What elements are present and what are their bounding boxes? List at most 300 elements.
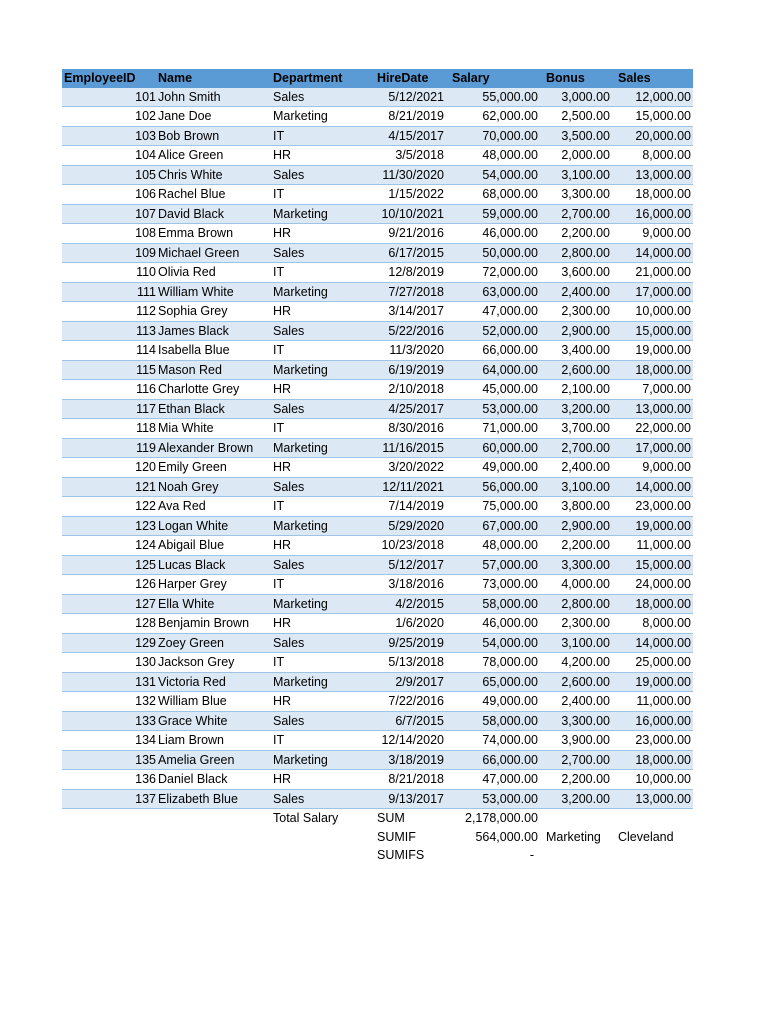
cell-bonus[interactable]: 2,200.00 <box>540 770 612 790</box>
cell-bonus[interactable]: 3,300.00 <box>540 555 612 575</box>
cell-department[interactable]: Sales <box>271 243 368 263</box>
summary-section <box>62 809 693 865</box>
cell-salary[interactable]: 58,000.00 <box>446 711 540 731</box>
cell-sales[interactable]: 11,000.00 <box>612 536 693 556</box>
cell-sales[interactable]: 8,000.00 <box>612 614 693 634</box>
cell-name[interactable]: Ella White <box>157 594 271 614</box>
table-row <box>62 263 693 283</box>
cell-name[interactable]: Victoria Red <box>157 672 271 692</box>
table-row <box>62 204 693 224</box>
table-row <box>62 536 693 556</box>
cell-department[interactable]: Marketing <box>271 282 368 302</box>
cell-department[interactable]: Sales <box>271 399 368 419</box>
table-row <box>62 770 693 790</box>
cell-name[interactable]: Zoey Green <box>157 633 271 653</box>
table-row <box>62 750 693 770</box>
table-row <box>62 107 693 127</box>
cell-department[interactable]: IT <box>271 731 368 751</box>
cell-hiredate[interactable]: 3/18/2016 <box>368 575 446 595</box>
cell-sales[interactable]: 8,000.00 <box>612 146 693 166</box>
cell-sales[interactable]: 17,000.00 <box>612 282 693 302</box>
cell-bonus[interactable]: 3,200.00 <box>540 789 612 809</box>
cell-salary[interactable]: 62,000.00 <box>446 107 540 127</box>
cell-name[interactable]: Charlotte Grey <box>157 380 271 400</box>
cell-sales[interactable]: 15,000.00 <box>612 321 693 341</box>
cell-salary[interactable]: 53,000.00 <box>446 399 540 419</box>
cell-bonus[interactable]: 3,100.00 <box>540 633 612 653</box>
cell-name[interactable]: Isabella Blue <box>157 341 271 361</box>
cell-salary[interactable]: 66,000.00 <box>446 750 540 770</box>
cell-salary[interactable]: 64,000.00 <box>446 360 540 380</box>
cell-hiredate[interactable]: 3/18/2019 <box>368 750 446 770</box>
table-row <box>62 711 693 731</box>
cell-bonus[interactable]: 2,400.00 <box>540 282 612 302</box>
table-row <box>62 614 693 634</box>
cell-salary[interactable]: 60,000.00 <box>446 438 540 458</box>
cell-name[interactable]: Bob Brown <box>157 126 271 146</box>
table-row <box>62 243 693 263</box>
cell-bonus[interactable]: 3,600.00 <box>540 263 612 283</box>
cell-sales[interactable]: 25,000.00 <box>612 653 693 673</box>
table-row <box>62 653 693 673</box>
cell-hiredate[interactable]: 1/15/2022 <box>368 185 446 205</box>
cell-employeeid[interactable]: 117 <box>62 399 157 419</box>
cell-sales[interactable]: 19,000.00 <box>612 672 693 692</box>
header-sales[interactable]: Sales <box>612 69 693 88</box>
cell-department[interactable]: Sales <box>271 633 368 653</box>
cell-department[interactable]: Marketing <box>271 594 368 614</box>
cell-sales[interactable]: 18,000.00 <box>612 360 693 380</box>
cell-name[interactable]: William White <box>157 282 271 302</box>
cell-name[interactable]: William Blue <box>157 692 271 712</box>
cell-bonus[interactable]: 3,300.00 <box>540 185 612 205</box>
cell-sales[interactable]: 16,000.00 <box>612 204 693 224</box>
cell-hiredate[interactable]: 9/21/2016 <box>368 224 446 244</box>
cell-hiredate[interactable]: 4/25/2017 <box>368 399 446 419</box>
cell-department[interactable]: Marketing <box>271 750 368 770</box>
table-row <box>62 458 693 478</box>
cell-employeeid[interactable]: 120 <box>62 458 157 478</box>
cell-name[interactable]: Daniel Black <box>157 770 271 790</box>
cell-salary[interactable]: 49,000.00 <box>446 692 540 712</box>
cell-department[interactable]: Sales <box>271 165 368 185</box>
table-row <box>62 692 693 712</box>
cell-hiredate[interactable]: 8/21/2018 <box>368 770 446 790</box>
sumif-value[interactable]: 564,000.00 <box>446 828 540 847</box>
cell-name[interactable]: Michael Green <box>157 243 271 263</box>
cell-employeeid[interactable]: 127 <box>62 594 157 614</box>
cell-sales[interactable]: 10,000.00 <box>612 302 693 322</box>
cell-hiredate[interactable]: 6/17/2015 <box>368 243 446 263</box>
cell-department[interactable]: Sales <box>271 789 368 809</box>
cell-sales[interactable]: 18,000.00 <box>612 594 693 614</box>
cell-hiredate[interactable]: 7/14/2019 <box>368 497 446 517</box>
header-name[interactable]: Name <box>157 69 271 88</box>
cell-hiredate[interactable]: 5/13/2018 <box>368 653 446 673</box>
cell-salary[interactable]: 63,000.00 <box>446 282 540 302</box>
cell-sales[interactable]: 15,000.00 <box>612 107 693 127</box>
cell-sales[interactable]: 18,000.00 <box>612 185 693 205</box>
cell-employeeid[interactable]: 132 <box>62 692 157 712</box>
cell-hiredate[interactable]: 2/9/2017 <box>368 672 446 692</box>
cell-hiredate[interactable]: 5/29/2020 <box>368 516 446 536</box>
cell-employeeid[interactable]: 113 <box>62 321 157 341</box>
cell-department[interactable]: IT <box>271 341 368 361</box>
cell-bonus[interactable]: 2,300.00 <box>540 302 612 322</box>
table-row <box>62 88 693 107</box>
cell-employeeid[interactable]: 128 <box>62 614 157 634</box>
cell-department[interactable]: HR <box>271 458 368 478</box>
cell-department[interactable]: IT <box>271 653 368 673</box>
cell-sales[interactable]: 17,000.00 <box>612 438 693 458</box>
table-row <box>62 341 693 361</box>
cell-name[interactable]: Lucas Black <box>157 555 271 575</box>
cell-sales[interactable]: 23,000.00 <box>612 497 693 517</box>
cell-salary[interactable]: 47,000.00 <box>446 302 540 322</box>
cell-department[interactable]: Marketing <box>271 516 368 536</box>
cell-sales[interactable]: 14,000.00 <box>612 633 693 653</box>
cell-name[interactable]: Chris White <box>157 165 271 185</box>
cell-hiredate[interactable]: 4/15/2017 <box>368 126 446 146</box>
cell-salary[interactable]: 48,000.00 <box>446 536 540 556</box>
cell-hiredate[interactable]: 4/2/2015 <box>368 594 446 614</box>
cell-hiredate[interactable]: 7/27/2018 <box>368 282 446 302</box>
cell-name[interactable]: Olivia Red <box>157 263 271 283</box>
cell-name[interactable]: Ethan Black <box>157 399 271 419</box>
cell-salary[interactable]: 71,000.00 <box>446 419 540 439</box>
cell-employeeid[interactable]: 137 <box>62 789 157 809</box>
cell-salary[interactable]: 68,000.00 <box>446 185 540 205</box>
cell-employeeid[interactable]: 110 <box>62 263 157 283</box>
cell-sales[interactable]: 7,000.00 <box>612 380 693 400</box>
cell-department[interactable]: HR <box>271 224 368 244</box>
cell-employeeid[interactable]: 103 <box>62 126 157 146</box>
cell-name[interactable]: Logan White <box>157 516 271 536</box>
cell-salary[interactable]: 56,000.00 <box>446 477 540 497</box>
cell-hiredate[interactable]: 6/7/2015 <box>368 711 446 731</box>
cell-employeeid[interactable]: 106 <box>62 185 157 205</box>
cell-hiredate[interactable]: 3/20/2022 <box>368 458 446 478</box>
cell-department[interactable]: Sales <box>271 555 368 575</box>
cell-department[interactable]: Marketing <box>271 204 368 224</box>
cell-name[interactable]: Amelia Green <box>157 750 271 770</box>
cell-employeeid[interactable]: 124 <box>62 536 157 556</box>
cell-sales[interactable]: 9,000.00 <box>612 224 693 244</box>
total-salary-label: Total Salary <box>271 809 368 828</box>
cell-department[interactable]: IT <box>271 575 368 595</box>
cell-hiredate[interactable]: 8/30/2016 <box>368 419 446 439</box>
cell-hiredate[interactable]: 12/14/2020 <box>368 731 446 751</box>
cell-employeeid[interactable]: 107 <box>62 204 157 224</box>
cell-salary[interactable]: 59,000.00 <box>446 204 540 224</box>
sumifs-value[interactable]: - <box>446 846 540 865</box>
cell-employeeid[interactable]: 112 <box>62 302 157 322</box>
cell-sales[interactable]: 22,000.00 <box>612 419 693 439</box>
cell-sales[interactable]: 14,000.00 <box>612 477 693 497</box>
cell-department[interactable]: IT <box>271 126 368 146</box>
cell-bonus[interactable]: 3,800.00 <box>540 497 612 517</box>
cell-sales[interactable]: 13,000.00 <box>612 789 693 809</box>
table-row <box>62 380 693 400</box>
cell-name[interactable]: David Black <box>157 204 271 224</box>
cell-employeeid[interactable]: 136 <box>62 770 157 790</box>
cell-bonus[interactable]: 3,100.00 <box>540 165 612 185</box>
cell-employeeid[interactable]: 114 <box>62 341 157 361</box>
cell-salary[interactable]: 70,000.00 <box>446 126 540 146</box>
cell-sales[interactable]: 16,000.00 <box>612 711 693 731</box>
cell-sales[interactable]: 10,000.00 <box>612 770 693 790</box>
cell-salary[interactable]: 49,000.00 <box>446 458 540 478</box>
cell-bonus[interactable]: 3,300.00 <box>540 711 612 731</box>
cell-salary[interactable]: 48,000.00 <box>446 146 540 166</box>
cell-bonus[interactable]: 2,500.00 <box>540 107 612 127</box>
cell-salary[interactable]: 55,000.00 <box>446 88 540 107</box>
cell-department[interactable]: IT <box>271 185 368 205</box>
cell-department[interactable]: IT <box>271 419 368 439</box>
header-hiredate[interactable]: HireDate <box>368 69 446 88</box>
cell-hiredate[interactable]: 3/14/2017 <box>368 302 446 322</box>
table-row <box>62 633 693 653</box>
summary-row-sum <box>62 809 693 828</box>
cell-department[interactable]: Marketing <box>271 360 368 380</box>
cell-bonus[interactable]: 3,100.00 <box>540 477 612 497</box>
cell-employeeid[interactable]: 111 <box>62 282 157 302</box>
cell-employeeid[interactable]: 122 <box>62 497 157 517</box>
cell-hiredate[interactable]: 11/30/2020 <box>368 165 446 185</box>
cell-employeeid[interactable]: 135 <box>62 750 157 770</box>
cell-department[interactable]: IT <box>271 263 368 283</box>
cell-hiredate[interactable]: 1/6/2020 <box>368 614 446 634</box>
cell-hiredate[interactable]: 10/10/2021 <box>368 204 446 224</box>
cell-employeeid[interactable]: 129 <box>62 633 157 653</box>
cell-bonus[interactable]: 2,000.00 <box>540 146 612 166</box>
cell-sales[interactable]: 13,000.00 <box>612 399 693 419</box>
cell-hiredate[interactable]: 5/22/2016 <box>368 321 446 341</box>
cell-salary[interactable]: 46,000.00 <box>446 614 540 634</box>
cell-hiredate[interactable]: 10/23/2018 <box>368 536 446 556</box>
cell-employeeid[interactable]: 109 <box>62 243 157 263</box>
cell-name[interactable]: Benjamin Brown <box>157 614 271 634</box>
cell-bonus[interactable]: 2,200.00 <box>540 224 612 244</box>
cell-bonus[interactable]: 2,100.00 <box>540 380 612 400</box>
cell-bonus[interactable]: 2,400.00 <box>540 692 612 712</box>
cell-sales[interactable]: 23,000.00 <box>612 731 693 751</box>
cell-sales[interactable]: 19,000.00 <box>612 341 693 361</box>
cell-department[interactable]: HR <box>271 770 368 790</box>
cell-salary[interactable]: 75,000.00 <box>446 497 540 517</box>
cell-employeeid[interactable]: 115 <box>62 360 157 380</box>
cell-employeeid[interactable]: 105 <box>62 165 157 185</box>
cell-department[interactable]: HR <box>271 380 368 400</box>
cell-hiredate[interactable]: 11/16/2015 <box>368 438 446 458</box>
cell-sales[interactable]: 15,000.00 <box>612 555 693 575</box>
cell-employeeid[interactable]: 118 <box>62 419 157 439</box>
cell-name[interactable]: Elizabeth Blue <box>157 789 271 809</box>
cell-bonus[interactable]: 3,900.00 <box>540 731 612 751</box>
cell-employeeid[interactable]: 102 <box>62 107 157 127</box>
header-employeeid[interactable]: EmployeeID <box>62 69 157 88</box>
cell-department[interactable]: HR <box>271 692 368 712</box>
cell-sales[interactable]: 24,000.00 <box>612 575 693 595</box>
cell-name[interactable]: Rachel Blue <box>157 185 271 205</box>
sumif-criteria-department[interactable]: Marketing <box>540 828 612 847</box>
table-row <box>62 185 693 205</box>
cell-bonus[interactable]: 2,600.00 <box>540 672 612 692</box>
sum-value[interactable]: 2,178,000.00 <box>446 809 540 828</box>
cell-employeeid[interactable]: 126 <box>62 575 157 595</box>
cell-sales[interactable]: 20,000.00 <box>612 126 693 146</box>
cell-bonus[interactable]: 2,600.00 <box>540 360 612 380</box>
cell-salary[interactable]: 66,000.00 <box>446 341 540 361</box>
cell-department[interactable]: Marketing <box>271 107 368 127</box>
cell-bonus[interactable]: 2,200.00 <box>540 536 612 556</box>
cell-bonus[interactable]: 4,000.00 <box>540 575 612 595</box>
cell-sales[interactable]: 14,000.00 <box>612 243 693 263</box>
cell-employeeid[interactable]: 131 <box>62 672 157 692</box>
cell-department[interactable]: IT <box>271 497 368 517</box>
cell-name[interactable]: Ava Red <box>157 497 271 517</box>
table-row <box>62 731 693 751</box>
cell-salary[interactable]: 53,000.00 <box>446 789 540 809</box>
cell-department[interactable]: HR <box>271 614 368 634</box>
cell-salary[interactable]: 74,000.00 <box>446 731 540 751</box>
cell-department[interactable]: Sales <box>271 477 368 497</box>
cell-name[interactable]: Emma Brown <box>157 224 271 244</box>
cell-salary[interactable]: 54,000.00 <box>446 633 540 653</box>
sumif-criteria-city[interactable]: Cleveland <box>612 828 693 847</box>
cell-name[interactable]: Harper Grey <box>157 575 271 595</box>
cell-hiredate[interactable]: 3/5/2018 <box>368 146 446 166</box>
cell-bonus[interactable]: 3,500.00 <box>540 126 612 146</box>
table-row <box>62 789 693 809</box>
cell-employeeid[interactable]: 133 <box>62 711 157 731</box>
cell-bonus[interactable]: 4,200.00 <box>540 653 612 673</box>
cell-salary[interactable]: 73,000.00 <box>446 575 540 595</box>
cell-employeeid[interactable]: 125 <box>62 555 157 575</box>
table-row <box>62 672 693 692</box>
cell-employeeid[interactable]: 123 <box>62 516 157 536</box>
cell-department[interactable]: Sales <box>271 711 368 731</box>
cell-hiredate[interactable]: 7/22/2016 <box>368 692 446 712</box>
cell-salary[interactable]: 78,000.00 <box>446 653 540 673</box>
cell-name[interactable]: Emily Green <box>157 458 271 478</box>
header-department[interactable]: Department <box>271 69 368 88</box>
cell-hiredate[interactable]: 9/13/2017 <box>368 789 446 809</box>
cell-employeeid[interactable]: 108 <box>62 224 157 244</box>
cell-salary[interactable]: 47,000.00 <box>446 770 540 790</box>
cell-hiredate[interactable]: 2/10/2018 <box>368 380 446 400</box>
table-row <box>62 575 693 595</box>
cell-bonus[interactable]: 2,800.00 <box>540 594 612 614</box>
cell-department[interactable]: Marketing <box>271 672 368 692</box>
cell-name[interactable]: Noah Grey <box>157 477 271 497</box>
cell-name[interactable]: Jackson Grey <box>157 653 271 673</box>
cell-hiredate[interactable]: 5/12/2017 <box>368 555 446 575</box>
cell-bonus[interactable]: 2,700.00 <box>540 204 612 224</box>
cell-bonus[interactable]: 3,200.00 <box>540 399 612 419</box>
cell-hiredate[interactable]: 8/21/2019 <box>368 107 446 127</box>
cell-hiredate[interactable]: 6/19/2019 <box>368 360 446 380</box>
cell-salary[interactable]: 72,000.00 <box>446 263 540 283</box>
cell-department[interactable]: HR <box>271 302 368 322</box>
cell-employeeid[interactable]: 101 <box>62 88 157 107</box>
cell-bonus[interactable]: 2,700.00 <box>540 750 612 770</box>
cell-name[interactable]: Mia White <box>157 419 271 439</box>
cell-employeeid[interactable]: 116 <box>62 380 157 400</box>
cell-sales[interactable]: 18,000.00 <box>612 750 693 770</box>
cell-department[interactable]: HR <box>271 146 368 166</box>
cell-salary[interactable]: 50,000.00 <box>446 243 540 263</box>
cell-salary[interactable]: 46,000.00 <box>446 224 540 244</box>
cell-name[interactable]: Liam Brown <box>157 731 271 751</box>
cell-bonus[interactable]: 2,300.00 <box>540 614 612 634</box>
cell-name[interactable]: Grace White <box>157 711 271 731</box>
cell-department[interactable]: Sales <box>271 88 368 107</box>
cell-sales[interactable]: 12,000.00 <box>612 88 693 107</box>
cell-department[interactable]: HR <box>271 536 368 556</box>
cell-salary[interactable]: 67,000.00 <box>446 516 540 536</box>
cell-bonus[interactable]: 2,900.00 <box>540 321 612 341</box>
cell-employeeid[interactable]: 130 <box>62 653 157 673</box>
table-row <box>62 126 693 146</box>
cell-name[interactable]: Abigail Blue <box>157 536 271 556</box>
sum-label: SUM <box>368 809 446 828</box>
cell-name[interactable]: John Smith <box>157 88 271 107</box>
cell-bonus[interactable]: 2,400.00 <box>540 458 612 478</box>
cell-salary[interactable]: 57,000.00 <box>446 555 540 575</box>
cell-hiredate[interactable]: 12/8/2019 <box>368 263 446 283</box>
cell-bonus[interactable]: 3,000.00 <box>540 88 612 107</box>
cell-bonus[interactable]: 2,800.00 <box>540 243 612 263</box>
cell-hiredate[interactable]: 5/12/2021 <box>368 88 446 107</box>
cell-salary[interactable]: 65,000.00 <box>446 672 540 692</box>
table-row <box>62 594 693 614</box>
cell-salary[interactable]: 58,000.00 <box>446 594 540 614</box>
header-salary[interactable]: Salary <box>446 69 540 88</box>
cell-bonus[interactable]: 3,700.00 <box>540 419 612 439</box>
cell-employeeid[interactable]: 119 <box>62 438 157 458</box>
cell-bonus[interactable]: 2,900.00 <box>540 516 612 536</box>
cell-salary[interactable]: 52,000.00 <box>446 321 540 341</box>
cell-hiredate[interactable]: 9/25/2019 <box>368 633 446 653</box>
cell-name[interactable]: Alice Green <box>157 146 271 166</box>
cell-hiredate[interactable]: 12/11/2021 <box>368 477 446 497</box>
cell-salary[interactable]: 45,000.00 <box>446 380 540 400</box>
cell-employeeid[interactable]: 134 <box>62 731 157 751</box>
cell-name[interactable]: Mason Red <box>157 360 271 380</box>
cell-department[interactable]: Sales <box>271 321 368 341</box>
cell-sales[interactable]: 11,000.00 <box>612 692 693 712</box>
cell-name[interactable]: Alexander Brown <box>157 438 271 458</box>
cell-name[interactable]: Jane Doe <box>157 107 271 127</box>
cell-employeeid[interactable]: 104 <box>62 146 157 166</box>
cell-employeeid[interactable]: 121 <box>62 477 157 497</box>
cell-sales[interactable]: 9,000.00 <box>612 458 693 478</box>
cell-salary[interactable]: 54,000.00 <box>446 165 540 185</box>
header-bonus[interactable]: Bonus <box>540 69 612 88</box>
cell-bonus[interactable]: 2,700.00 <box>540 438 612 458</box>
cell-name[interactable]: James Black <box>157 321 271 341</box>
cell-name[interactable]: Sophia Grey <box>157 302 271 322</box>
cell-hiredate[interactable]: 11/3/2020 <box>368 341 446 361</box>
sumif-label: SUMIF <box>368 828 446 847</box>
cell-sales[interactable]: 19,000.00 <box>612 516 693 536</box>
employee-table <box>62 69 693 865</box>
cell-sales[interactable]: 21,000.00 <box>612 263 693 283</box>
cell-department[interactable]: Marketing <box>271 438 368 458</box>
cell-sales[interactable]: 13,000.00 <box>612 165 693 185</box>
cell-bonus[interactable]: 3,400.00 <box>540 341 612 361</box>
